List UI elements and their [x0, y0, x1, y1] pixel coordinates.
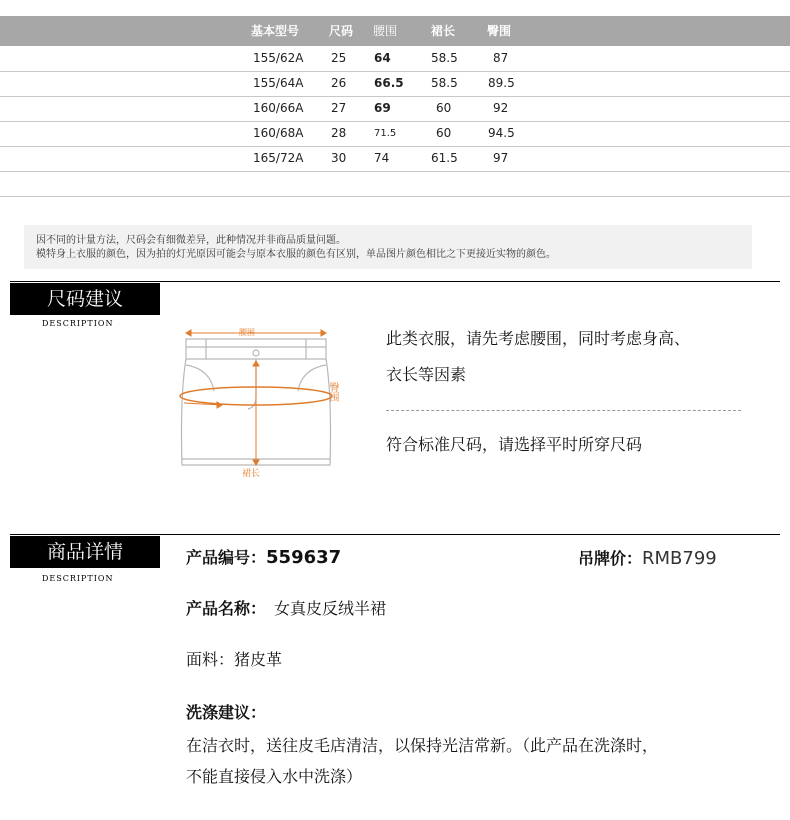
- cell-size: 28: [331, 126, 347, 140]
- cell-waist: 66.5: [374, 76, 404, 90]
- cell-model: 160/66A: [253, 101, 304, 115]
- section-divider: [10, 534, 780, 535]
- waist-label: 腰围: [239, 328, 255, 337]
- cell-waist: 71.5: [374, 128, 397, 139]
- table-row: [0, 46, 790, 72]
- product-code-label: 产品编号：: [186, 548, 267, 567]
- cell-hip: 94.5: [488, 126, 515, 140]
- cell-model: 160/68A: [253, 126, 304, 140]
- table-row: [0, 121, 790, 147]
- cell-model: 155/64A: [253, 76, 304, 90]
- advice-text-3: 符合标准尺码，请选择平时所穿尺码: [386, 435, 643, 454]
- length-label: 裙长: [242, 469, 261, 479]
- product-detail-description: DESCRIPTION: [42, 574, 114, 583]
- product-detail-title: 商品详情: [10, 536, 160, 568]
- header-hip: 臀围: [487, 24, 512, 38]
- cell-size: 30: [331, 151, 347, 165]
- cell-hip: 92: [493, 101, 509, 115]
- tag-price: [578, 546, 717, 569]
- cell-length: 60: [436, 126, 452, 140]
- cell-length: 58.5: [431, 76, 458, 90]
- section-divider: [10, 281, 780, 282]
- cell-size: 27: [331, 101, 347, 115]
- cell-hip: 89.5: [488, 76, 515, 90]
- cell-model: 155/62A: [253, 51, 304, 65]
- cell-size: 26: [331, 76, 347, 90]
- skirt-diagram: [170, 325, 350, 485]
- product-code: [186, 545, 341, 568]
- cell-waist: 74: [374, 151, 390, 165]
- tag-price-label: 吊牌价：: [578, 549, 643, 568]
- size-advice-description: DESCRIPTION: [42, 319, 114, 328]
- wash-label: 洗涤建议：: [186, 703, 267, 722]
- header-waist: 腰围: [373, 24, 398, 38]
- measurement-note: [24, 225, 752, 269]
- cell-hip: 87: [493, 51, 509, 65]
- table-row: [0, 71, 790, 97]
- tag-price-value: RMB799: [642, 548, 717, 569]
- advice-text-2: 衣长等因素: [386, 365, 467, 384]
- button-icon: [253, 350, 259, 356]
- cell-length: 61.5: [431, 151, 458, 165]
- header-model: 基本型号: [251, 24, 300, 38]
- table-row-empty: [0, 171, 790, 197]
- note-line-2: 模特身上衣服的颜色，因为拍的灯光原因可能会与原本衣服的颜色有区别，单品图片颜色相比之下更接近实物的颜色。: [36, 249, 556, 260]
- cell-length: 60: [436, 101, 452, 115]
- fabric: 面料：猪皮革: [186, 650, 283, 669]
- table-row: [0, 146, 790, 172]
- cell-hip: 97: [493, 151, 509, 165]
- header-length: 裙长: [431, 24, 456, 38]
- wash-line-2: 不能直接侵入水中洗涤）: [186, 767, 363, 786]
- advice-divider: [386, 410, 741, 411]
- advice-text-1: 此类衣服，请先考虑腰围，同时考虑身高、: [386, 329, 691, 348]
- wash-line-1: 在洁衣时，送往皮毛店清洁，以保持光洁常新。（此产品在洗涤时，: [186, 736, 659, 755]
- cell-model: 165/72A: [253, 151, 304, 165]
- size-table-header: [0, 16, 790, 46]
- cell-size: 25: [331, 51, 347, 65]
- product-name: [186, 596, 386, 619]
- note-line-1: 因不同的计量方法，尺码会有细微差异，此种情况并非商品质量问题。: [36, 235, 346, 246]
- table-row: [0, 96, 790, 122]
- header-size: 尺码: [329, 24, 354, 38]
- product-code-value: 559637: [266, 547, 342, 568]
- product-name-value: 女真皮反绒半裙: [274, 599, 387, 618]
- cell-waist: 64: [374, 51, 391, 65]
- hip-label: 臀围: [327, 382, 338, 402]
- cell-waist: 69: [374, 101, 391, 115]
- size-advice-title: 尺码建议: [10, 283, 160, 315]
- product-name-label: 产品名称：: [186, 599, 267, 618]
- cell-length: 58.5: [431, 51, 458, 65]
